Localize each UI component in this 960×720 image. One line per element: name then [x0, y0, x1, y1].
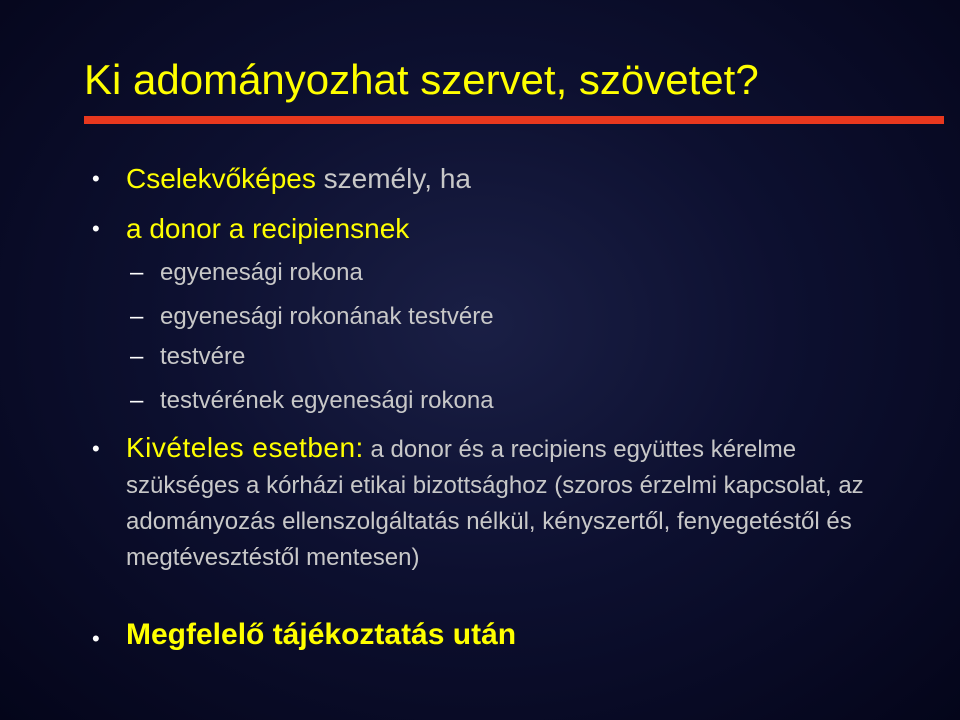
sub-item [130, 302, 494, 332]
bullet-text: a donor a recipiensnek [126, 213, 410, 244]
sub-item-text: testvére [160, 343, 246, 370]
dash-icon: – [130, 303, 144, 330]
sub-item [130, 342, 245, 372]
sub-item-text: egyenesági rokonának testvére [160, 303, 494, 330]
bullet-dot-icon: • [92, 216, 100, 241]
bullet-rest: személy, ha [315, 163, 471, 194]
dash-icon: – [130, 259, 144, 286]
dash-icon: – [130, 343, 144, 370]
bullet-text [126, 162, 471, 196]
sub-item [130, 258, 363, 288]
sub-item [130, 386, 494, 416]
final-bullet-text: Megfelelő tájékoztatás után [126, 618, 517, 651]
title-underline [84, 116, 944, 124]
dash-icon: – [130, 387, 144, 414]
slide-title: Ki adományozhat szervet, szövetet? [84, 56, 759, 103]
exception-body: a donor és a recipiens együttes kérelme szükséges a kórházi etikai bizottsághoz (szoros érzelmi kapcsolat, az adományozás ellenszolgáltatás nélkül, kényszertől, fenyegetéstől és megtévesztéstől mentesen) [126, 436, 864, 571]
exception-lead: Kivételes esetben: [126, 432, 364, 463]
sub-item-text: egyenesági rokona [160, 259, 363, 286]
bullet-highlight: Cselekvőképes [126, 163, 316, 194]
exception-paragraph [126, 430, 916, 576]
bullet-dot-icon: • [92, 436, 100, 461]
bullet-dot-icon: • [92, 166, 100, 191]
sub-item-text: testvérének egyenesági rokona [160, 387, 494, 414]
bullet-dot-icon: • [92, 626, 100, 651]
